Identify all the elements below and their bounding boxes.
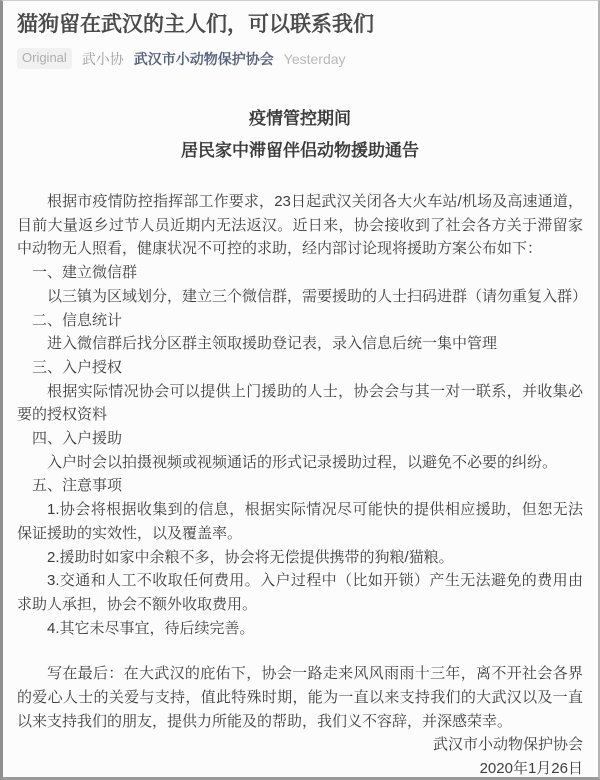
notes-item-1: 1.协会将根据收集到的信息，根据实际情况尽可能快的提供相应援助，但恕无法保证援助的实效性，以及覆盖率。 xyxy=(17,501,583,542)
section-heading-5: 五、注意事项 xyxy=(32,477,123,495)
section-heading-1: 一、建立微信群 xyxy=(32,264,138,282)
section-heading-2: 二、信息统计 xyxy=(32,311,123,329)
article-meta xyxy=(17,48,583,69)
section-paragraph: 以三镇为区域划分，建立三个微信群，需要援助的人士扫码进群（请勿重复入群） xyxy=(47,287,588,305)
author-name: 武小协 xyxy=(81,50,124,67)
section-heading-4: 四、入户援助 xyxy=(32,430,123,448)
notice-body xyxy=(17,190,588,780)
signature-date: 2020年1月26日 xyxy=(479,760,583,778)
signature: 武汉市小动物保护协会 xyxy=(432,736,583,754)
section-paragraph: 根据实际情况协会可以提供上门援助的人士，协会会与其一对一联系，并收集必要的授权资料 xyxy=(17,382,583,424)
closing-paragraph: 写在最后：在大武汉的庇佑下，协会一路走来风风雨雨十三年，离不开社会各界的爱心人士的关爱与支持，值此特殊时期，能为一直以来支持我们的大武汉以及一直以来支持我们的朋友，提供力所能及的帮助，我们义不容辞，并深感荣幸。 xyxy=(17,665,583,730)
publish-time: Yesterday xyxy=(283,50,346,67)
notes-item-2: 2.援助时如家中余粮不多，协会将无偿提供携带的狗粮/猫粮。 xyxy=(47,548,454,566)
notice-title-line1: 疫情管控期间 xyxy=(249,109,351,128)
section-heading-3: 三、入户授权 xyxy=(32,358,123,376)
notes-item-3: 3.交通和人工不收取任何费用。入户过程中（比如开锁）产生无法避免的费用由求助人承担，协会不额外收取费用。 xyxy=(17,572,583,613)
original-badge: Original xyxy=(17,48,72,69)
intro-paragraph: 根据市疫情防控指挥部工作要求，23日起武汉关闭各大火车站/机场及高速通道，目前大量返乡过节人员近期内无法返汉。近日来，协会接收到了社会各方关于滞留家中动物无人照看，健康状况不可控的求助，经内部讨论现将援助方案公布如下： xyxy=(17,193,583,258)
section-paragraph: 进入微信群后找分区群主领取援助登记表，录入信息后统一集中管理 xyxy=(47,335,498,353)
notes-item-4: 4.其它未尽事宜，待后续完善。 xyxy=(47,619,255,637)
notice-title-line2: 居民家中滞留伴侣动物援助通告 xyxy=(181,141,419,160)
article-title: 猫狗留在武汉的主人们，可以联系我们 xyxy=(17,13,374,36)
section-paragraph: 入户时会以拍摄视频或视频通话的形式记录援助过程，以避免不必要的纠纷。 xyxy=(47,453,558,471)
notice-title-block xyxy=(17,103,583,167)
account-link[interactable]: 武汉市小动物保护协会 xyxy=(133,50,274,67)
